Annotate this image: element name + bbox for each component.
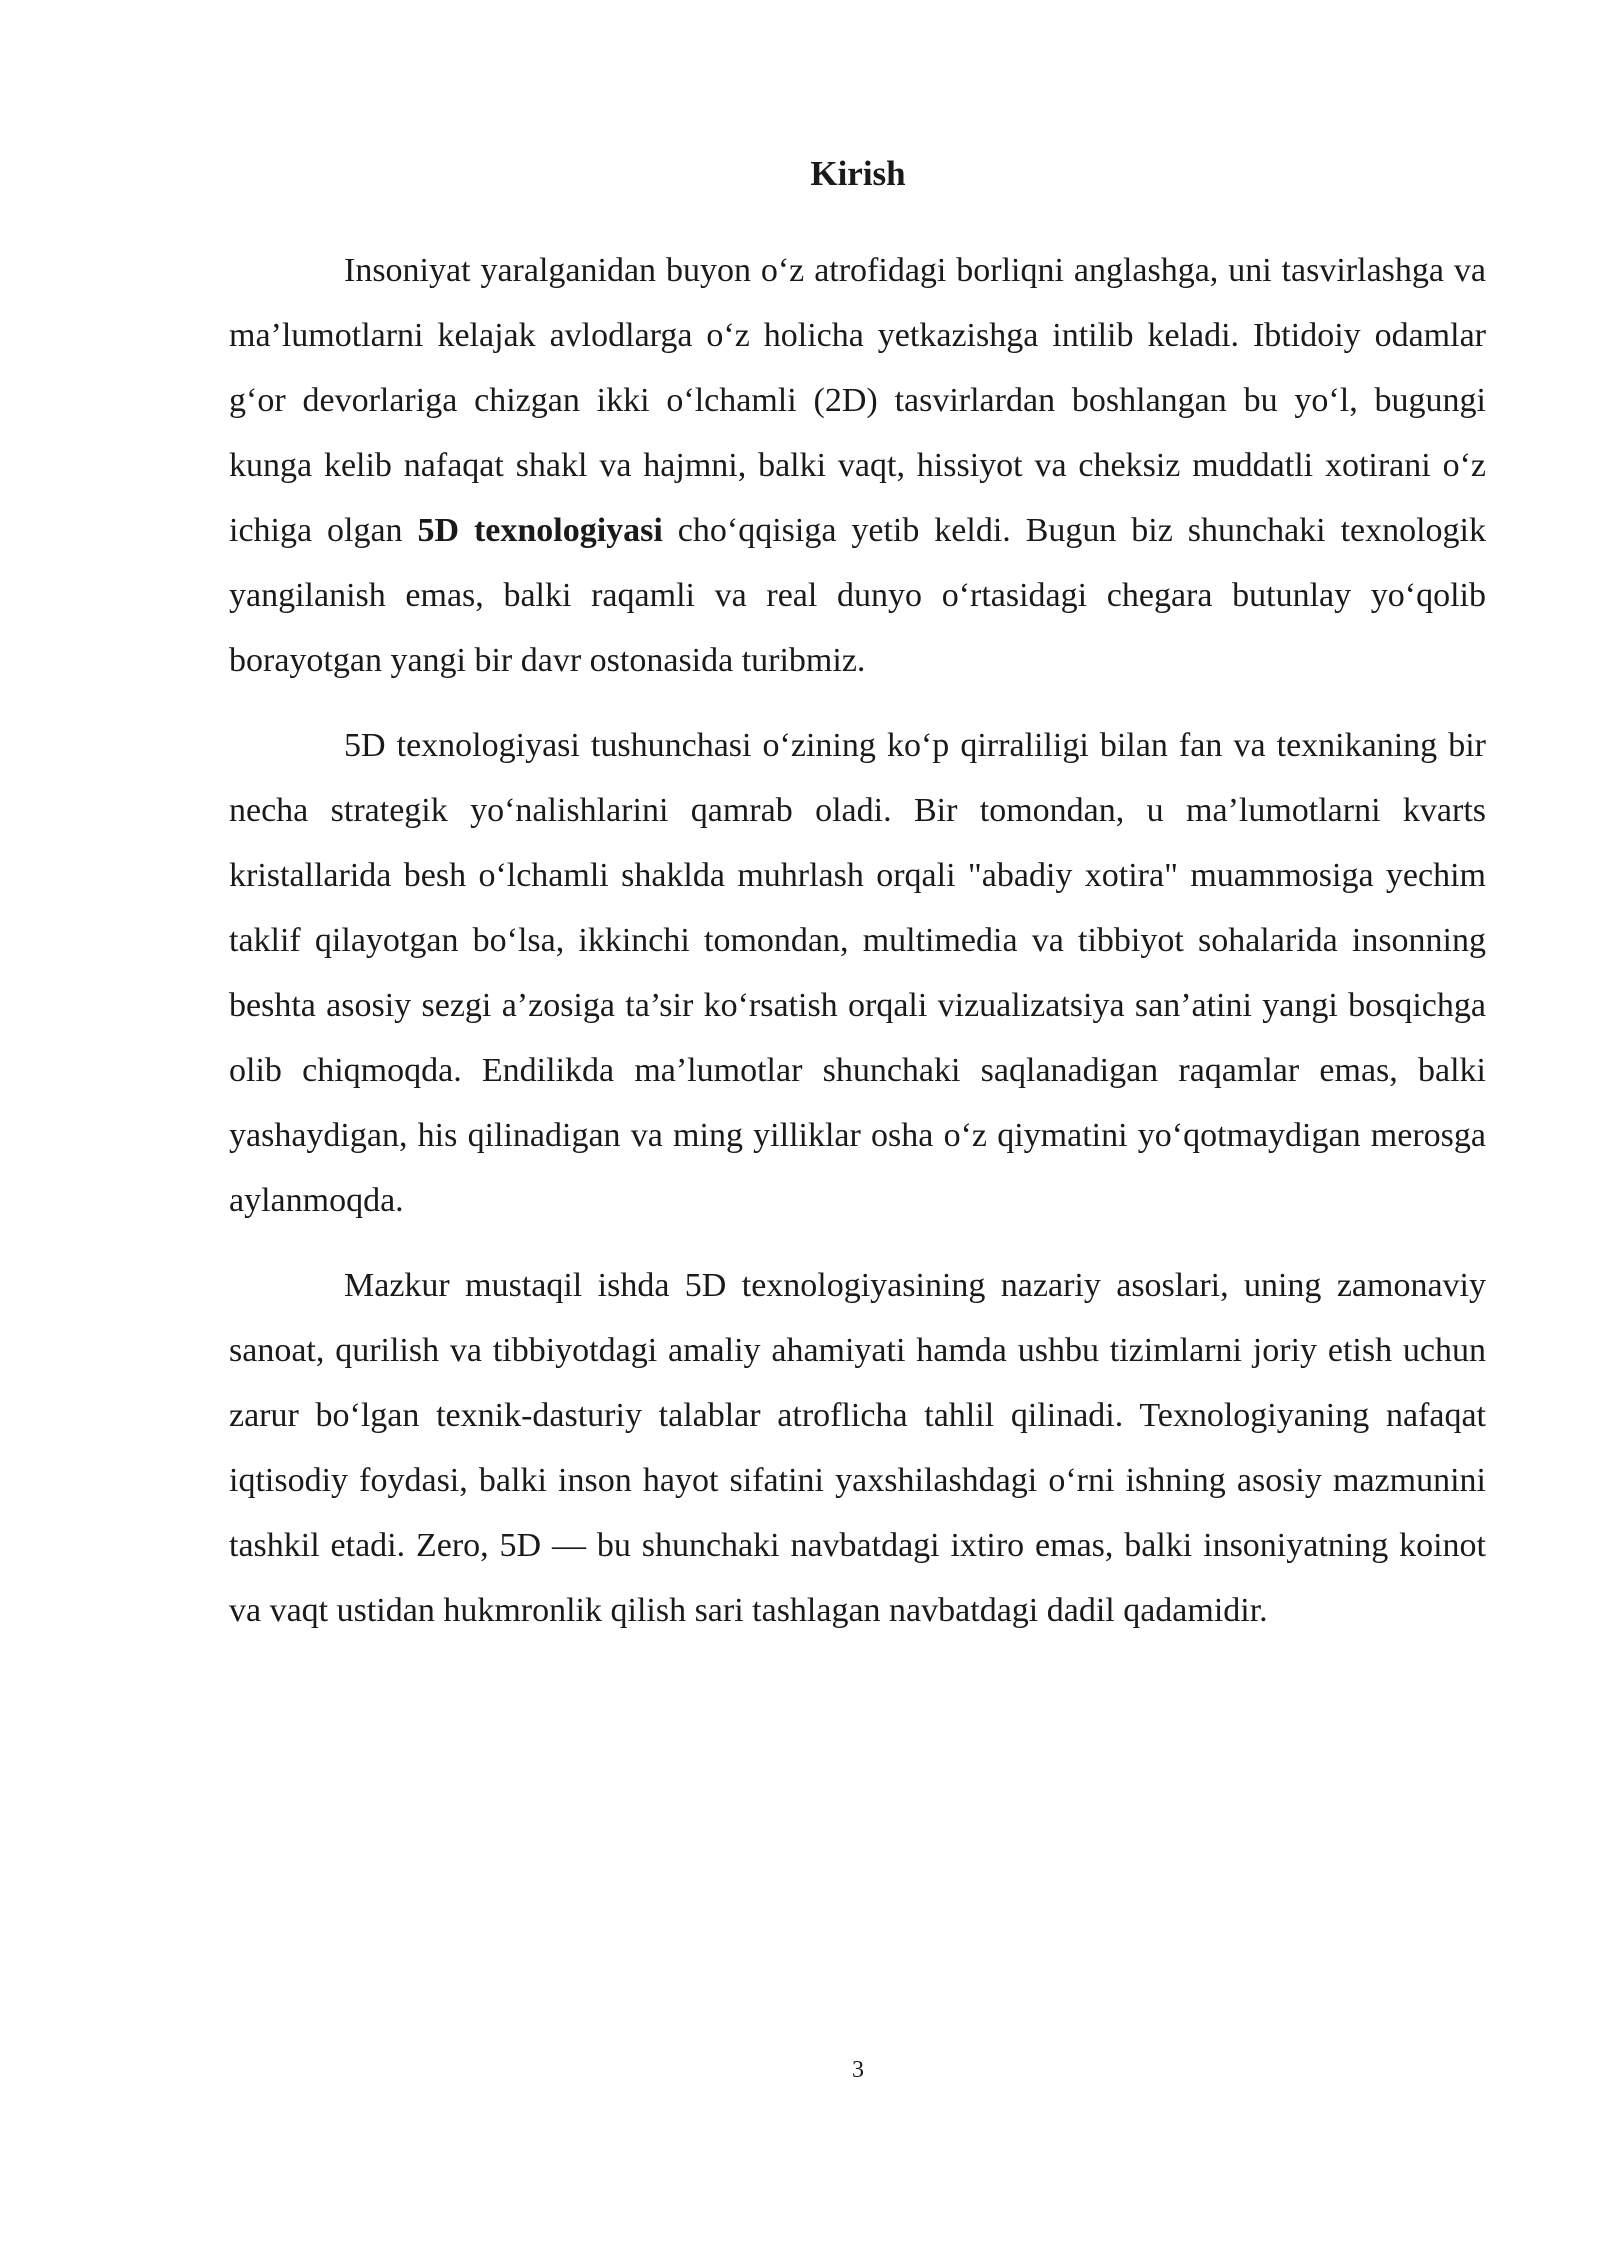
- paragraph-1: [229, 238, 1486, 693]
- paragraph-2: 5D texnologiyasi tushunchasi o‘zining ko‘p qirraliligi bilan fan va texnikaning bir necha strategik yo‘nalishlarini qamrab oladi. Bir tomondan, u ma’lumotlarni kvarts kristallarida besh o‘lchamli shaklda muhrlash orqali "abadiy xotira" muammosiga yechim taklif qilayotgan bo‘lsa, ikkinchi tomondan, multimedia va tibbiyot sohalarida insonning beshta asosiy sezgi a’zosiga ta’sir ko‘rsatish orqali vizualizatsiya san’atini yangi bosqichga olib chiqmoqda. Endilikda ma’lumotlar shunchaki saqlanadigan raqamlar emas, balki yashaydigan, his qilinadigan va ming yilliklar osha o‘z qiymatini yo‘qotmaydigan merosga aylanmoqda.: [229, 727, 1486, 1219]
- body-text: [229, 238, 1486, 1663]
- paragraph-1-text-start: Insoniyat yaralganidan buyon o‘z atrofidagi borliqni anglashga, uni tasvirlashga va ma’lumotlarni kelajak avlodlarga o‘z holicha yetkazishga intilib keladi. Ibtidoiy odamlar g‘or devorlariga chizgan ikki o‘lchamli (2D) tasvirlardan boshlangan bu yo‘l, bugungi kunga kelib nafaqat shakl va hajmni, balki vaqt, hissiyot va cheksiz muddatli xotirani o‘z ichiga olgan: [229, 252, 1486, 549]
- page-title: Kirish: [810, 154, 906, 193]
- paragraph-1-text-end: cho‘qqisiga yetib keldi. Bugun biz shunchaki texnologik yangilanish emas, balki raqamli va real dunyo o‘rtasidagi chegara butunlay yo‘qolib borayotgan yangi bir davr ostonasida turibmiz.: [229, 512, 1486, 679]
- paragraph-3: Mazkur mustaqil ishda 5D texnologiyasining nazariy asoslari, uning zamonaviy sanoat, qurilish va tibbiyotdagi amaliy ahamiyati hamda ushbu tizimlarni joriy etish uchun zarur bo‘lgan texnik-dasturiy talablar atroflicha tahlil qilinadi. Texnologiyaning nafaqat iqtisodiy foydasi, balki inson hayot sifatini yaxshilashdagi o‘rni ishning asosiy mazmunini tashkil etadi. Zero, 5D — bu shunchaki navbatdagi ixtiro emas, balki insoniyatning koinot va vaqt ustidan hukmronlik qilish sari tashlagan navbatdagi dadil qadamidir.: [229, 1267, 1486, 1629]
- page-number: 3: [852, 2057, 864, 2083]
- paragraph-1-bold-term: 5D texnologiyasi: [417, 512, 663, 549]
